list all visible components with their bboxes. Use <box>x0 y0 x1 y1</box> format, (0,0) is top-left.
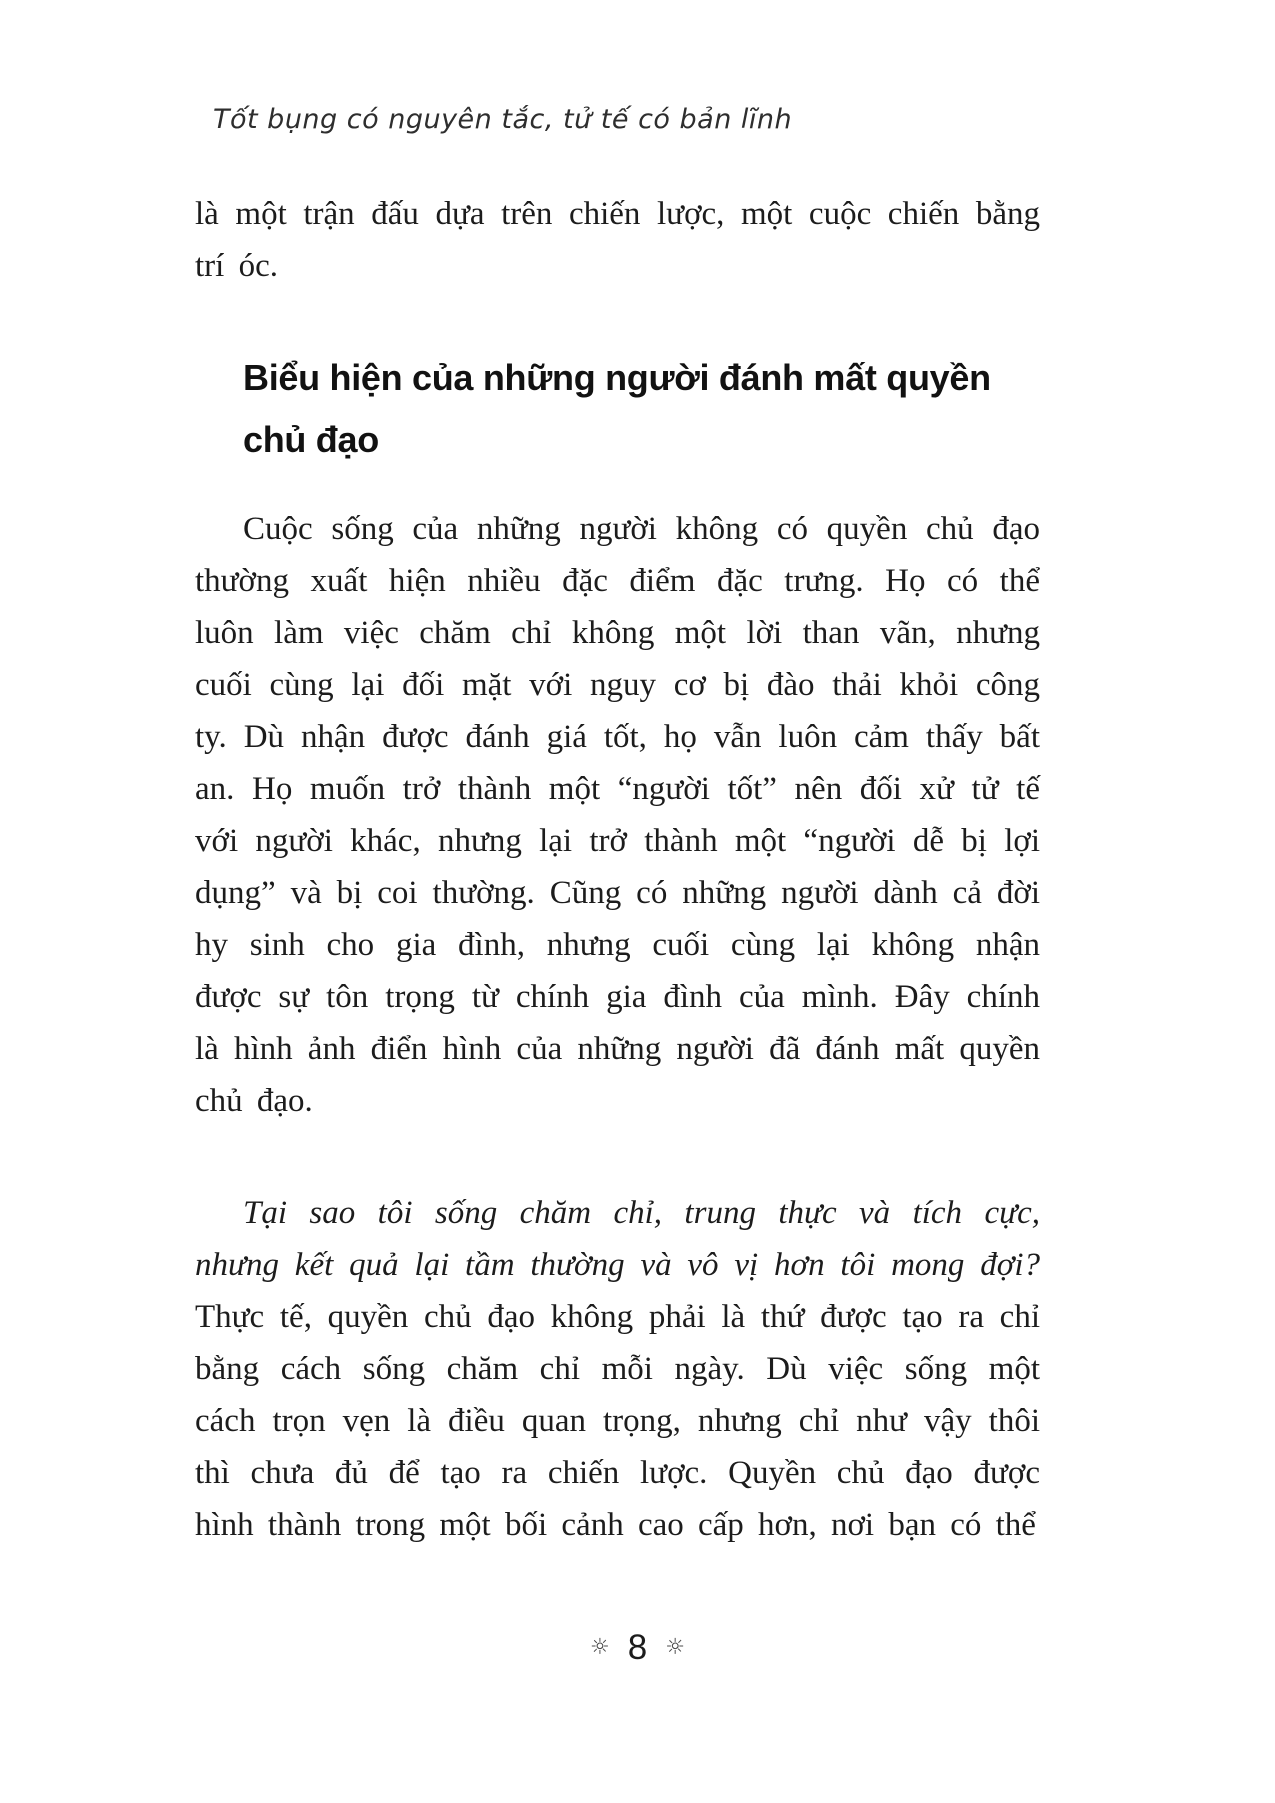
running-head-text: Tốt bụng có nguyên tắc, tử tế có bản lĩnh <box>213 104 793 135</box>
sun-ornament-right-icon: ☼ <box>665 1634 685 1660</box>
intro-paragraph: là một trận đấu dựa trên chiến lược, một cuộc chiến bằng trí óc. <box>195 196 1040 284</box>
sun-ornament-left-icon: ☼ <box>590 1634 610 1660</box>
paragraph-2-italic-question: Tại sao tôi sống chăm chỉ, trung thực và tích cực, nhưng kết quả lại tầm thường và vô vị hơn tôi mong đợi? <box>195 1195 1040 1283</box>
page-footer <box>0 1630 1275 1665</box>
page-body <box>195 188 1040 1551</box>
page-number: 8 <box>627 1628 648 1667</box>
running-head <box>213 104 792 135</box>
body-paragraph-1: Cuộc sống của những người không có quyền chủ đạo thường xuất hiện nhiều đặc điểm đặc trưng. Họ có thể luôn làm việc chăm chỉ không một lời than vãn, nhưng cuối cùng lại đối mặt với nguy cơ bị đào thải khỏi công ty. Dù nhận được đánh giá tốt, họ vẫn luôn cảm thấy bất an. Họ muốn trở thành một “người tốt” nên đối xử tử tế với người khác, nhưng lại trở thành một “người dễ bị lợi dụng” và bị coi thường. Cũng có những người dành cả đời hy sinh cho gia đình, nhưng cuối cùng lại không nhận được sự tôn trọng từ chính gia đình của mình. Đây chính là hình ảnh điển hình của những người đã đánh mất quyền chủ đạo. <box>195 511 1040 1119</box>
section-heading: Biểu hiện của những người đánh mất quyền chủ đạo <box>243 357 991 460</box>
paragraph-2-regular-text: Thực tế, quyền chủ đạo không phải là thứ được tạo ra chỉ bằng cách sống chăm chỉ mỗi ngày. Dù việc sống một cách trọn vẹn là điều quan trọng, nhưng chỉ như vậy thôi thì chưa đủ để tạo ra chiến lược. Quyền chủ đạo được hình thành trong một bối cảnh cao cấp hơn, nơi bạn có thể <box>195 1299 1040 1543</box>
body-paragraph-2 <box>195 1187 1040 1551</box>
